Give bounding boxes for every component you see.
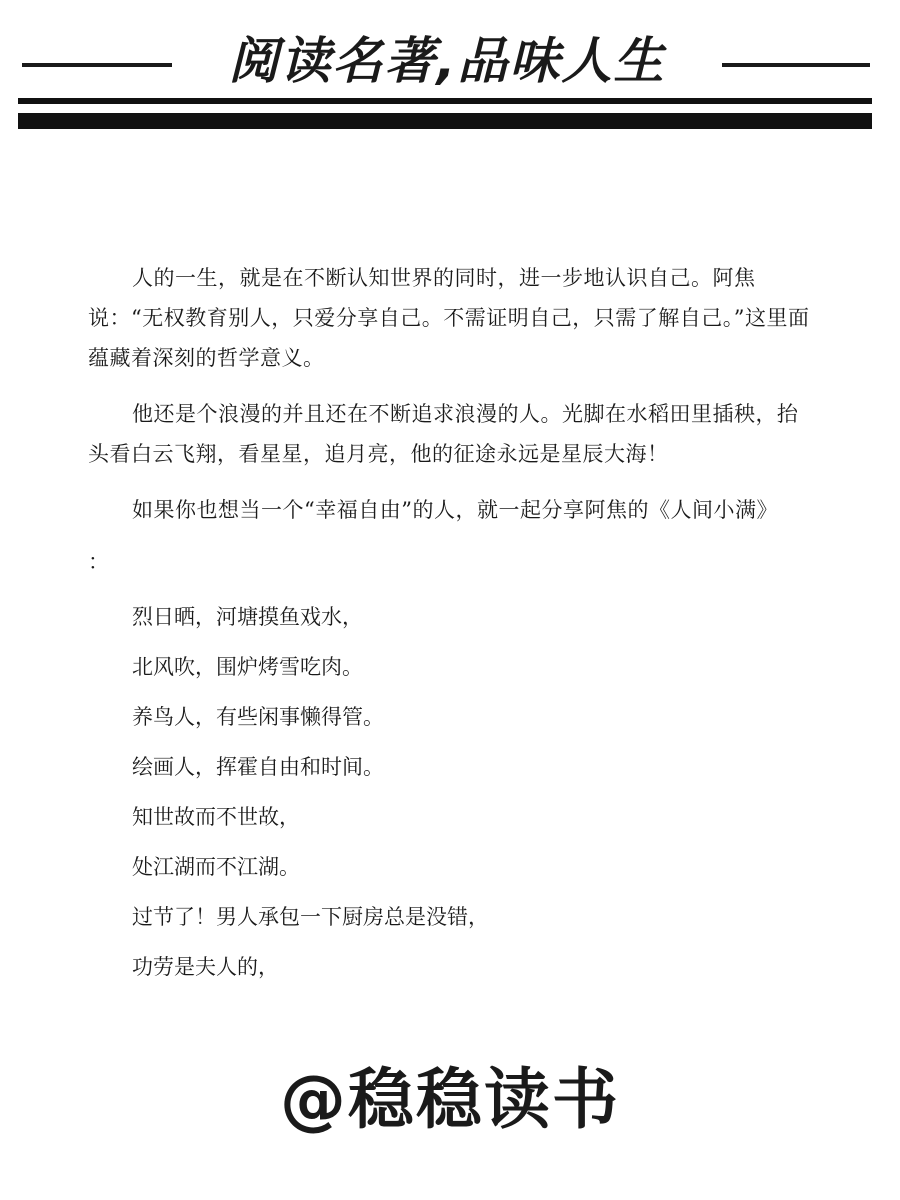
- verse-line: 绘画人，挥霍自由和时间。: [132, 755, 384, 779]
- header-dash-right: [722, 63, 870, 67]
- verse-line: 养鸟人，有些闲事懒得管。: [132, 705, 384, 729]
- verse-line: 北风吹，围炉烤雪吃肉。: [132, 655, 363, 679]
- verse-line: 功劳是夫人的，: [132, 955, 279, 979]
- page-header: [0, 0, 900, 140]
- author-handle: @稳稳读书: [280, 1061, 620, 1138]
- paragraph-invitation: 如果你也想当一个“幸福自由”的人，就一起分享阿焦的《人间小满》: [132, 498, 778, 522]
- header-rule-thin: [18, 98, 872, 104]
- paragraph-romance: 他还是个浪漫的并且还在不断追求浪漫的人。光脚在水稻田里插秧，抬头看白云飞翔，看星星，追月亮，他的征途永远是星辰大海！: [88, 402, 799, 466]
- page-title: 阅读名著,品味人生: [228, 32, 666, 90]
- verse-line: 处江湖而不江湖。: [132, 855, 300, 879]
- header-dash-left: [22, 63, 172, 67]
- article-body: [88, 258, 816, 992]
- verse-line: 知世故而不世故，: [132, 805, 300, 829]
- verse-line: 烈日晒，河塘摸鱼戏水，: [132, 605, 363, 629]
- paragraph-invitation-tail: ：: [88, 550, 109, 574]
- paragraph-intro: 人的一生，就是在不断认知世界的同时，进一步地认识自己。阿焦说：“无权教育别人，只爱分享自己。不需证明自己，只需了解自己。”这里面蕴藏着深刻的哲学意义。: [88, 266, 810, 370]
- verse-line: 过节了！男人承包一下厨房总是没错，: [132, 905, 489, 929]
- header-rule-thick: [18, 113, 872, 129]
